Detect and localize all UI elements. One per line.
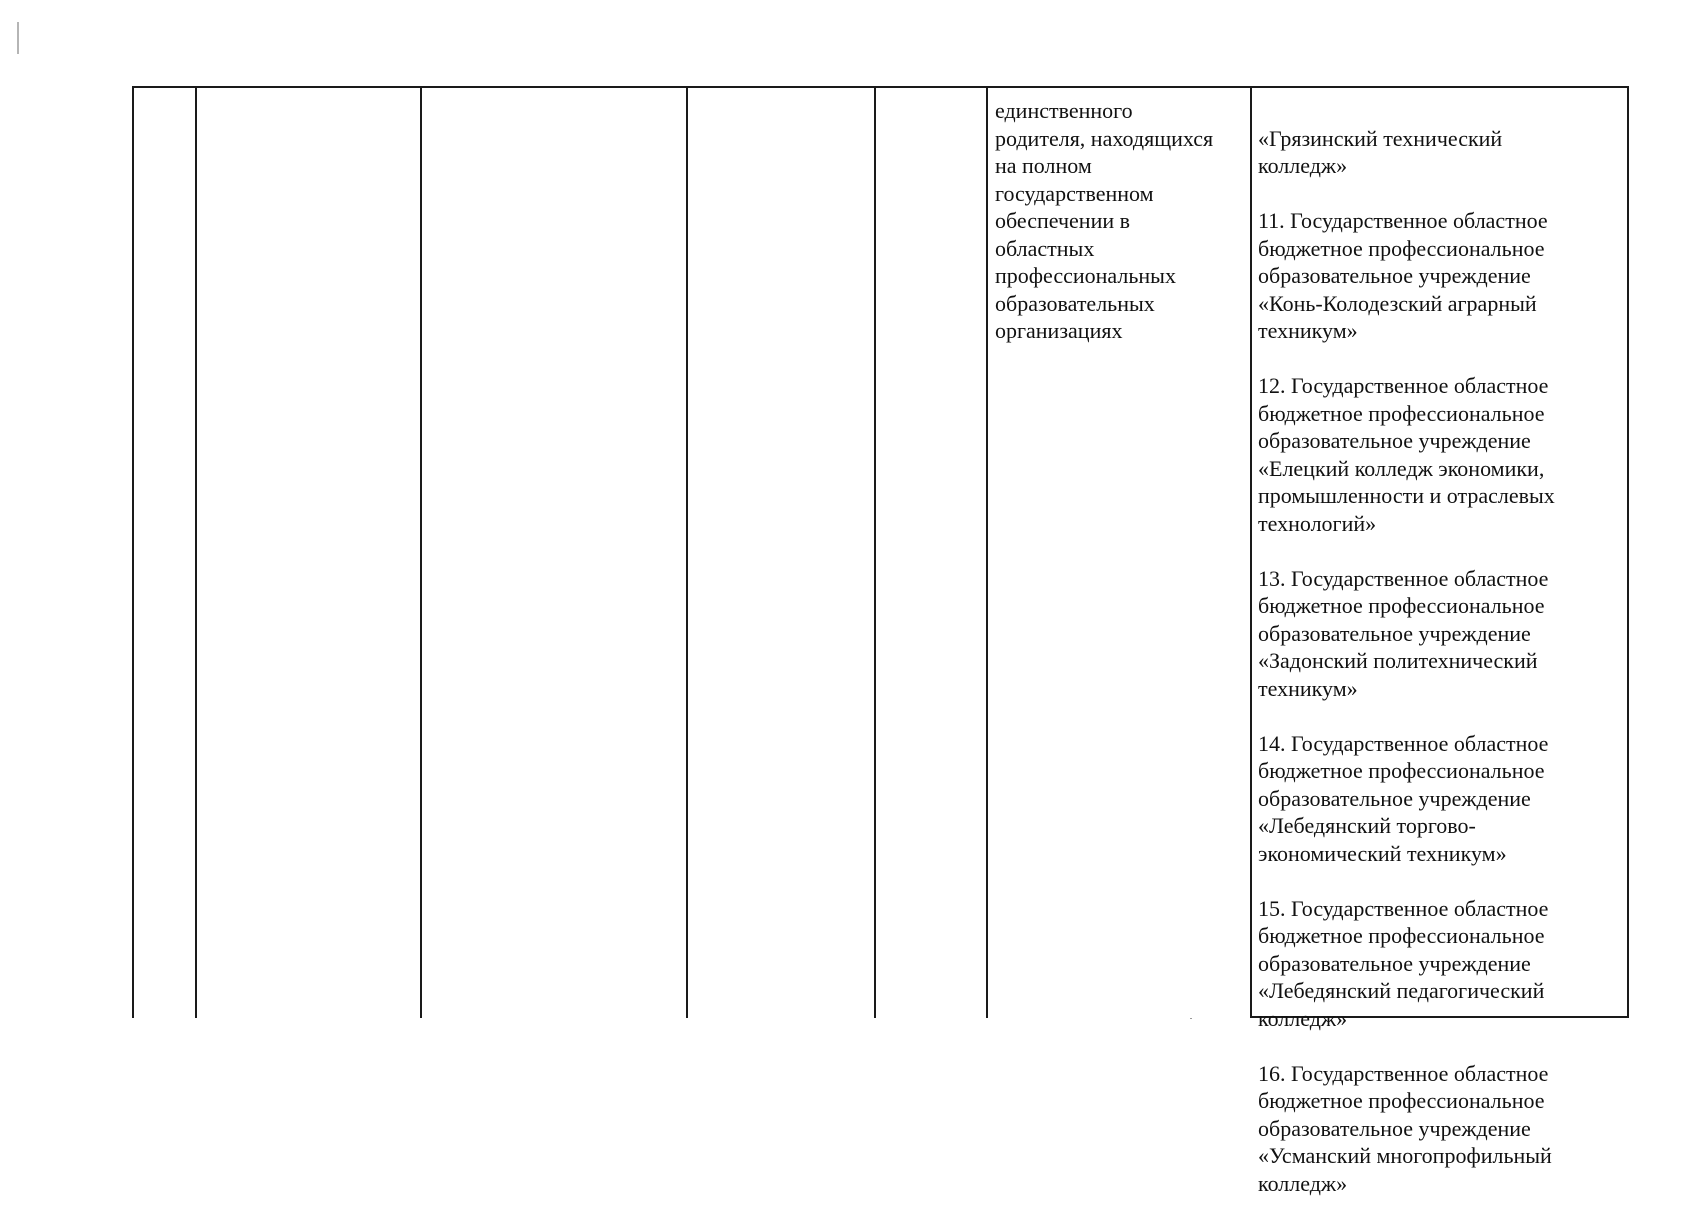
column-rule-3 — [420, 86, 422, 1018]
column-rule-6 — [986, 86, 988, 1018]
institution-entry: 12. Государственное областное бюджетное профессиональное образовательное учреждение «Елецкий колледж экономики, промышленности и отраслевых технологий» — [1258, 373, 1555, 536]
cell-institution-list — [1258, 97, 1624, 1225]
institution-entry: «Грязинский технический колледж» — [1258, 125, 1503, 178]
column-rule-5 — [874, 86, 876, 1018]
institution-entry: 16. Государственное областное бюджетное профессиональное образовательное учреждение «Усманский многопрофильный колледж» — [1258, 1060, 1552, 1196]
cell-category-text: единственного родителя, находящихся на полном государственном обеспечении в областных профессиональных образовательных организациях — [995, 98, 1214, 343]
column-rule-7 — [1250, 86, 1252, 1018]
institution-entry: 15. Государственное областное бюджетное профессиональное образовательное учреждение «Лебедянский педагогический колледж» — [1258, 895, 1549, 1031]
table-top-border — [133, 86, 1627, 88]
column-rule-2 — [195, 86, 197, 1018]
column-rule-4 — [686, 86, 688, 1018]
institution-entry: 13. Государственное областное бюджетное профессиональное образовательное учреждение «Задонский политехнический техникум» — [1258, 565, 1549, 701]
scan-speck — [1190, 1018, 1192, 1019]
institution-entry: 11. Государственное областное бюджетное профессиональное образовательное учреждение «Конь-Колодезский аграрный техникум» — [1258, 208, 1548, 343]
institution-entry: 14. Государственное областное бюджетное профессиональное образовательное учреждение «Лебедянский торгово- экономический техникум» — [1258, 730, 1549, 866]
column-rule-8 — [1627, 86, 1629, 1018]
column-rule-1 — [132, 86, 134, 1018]
